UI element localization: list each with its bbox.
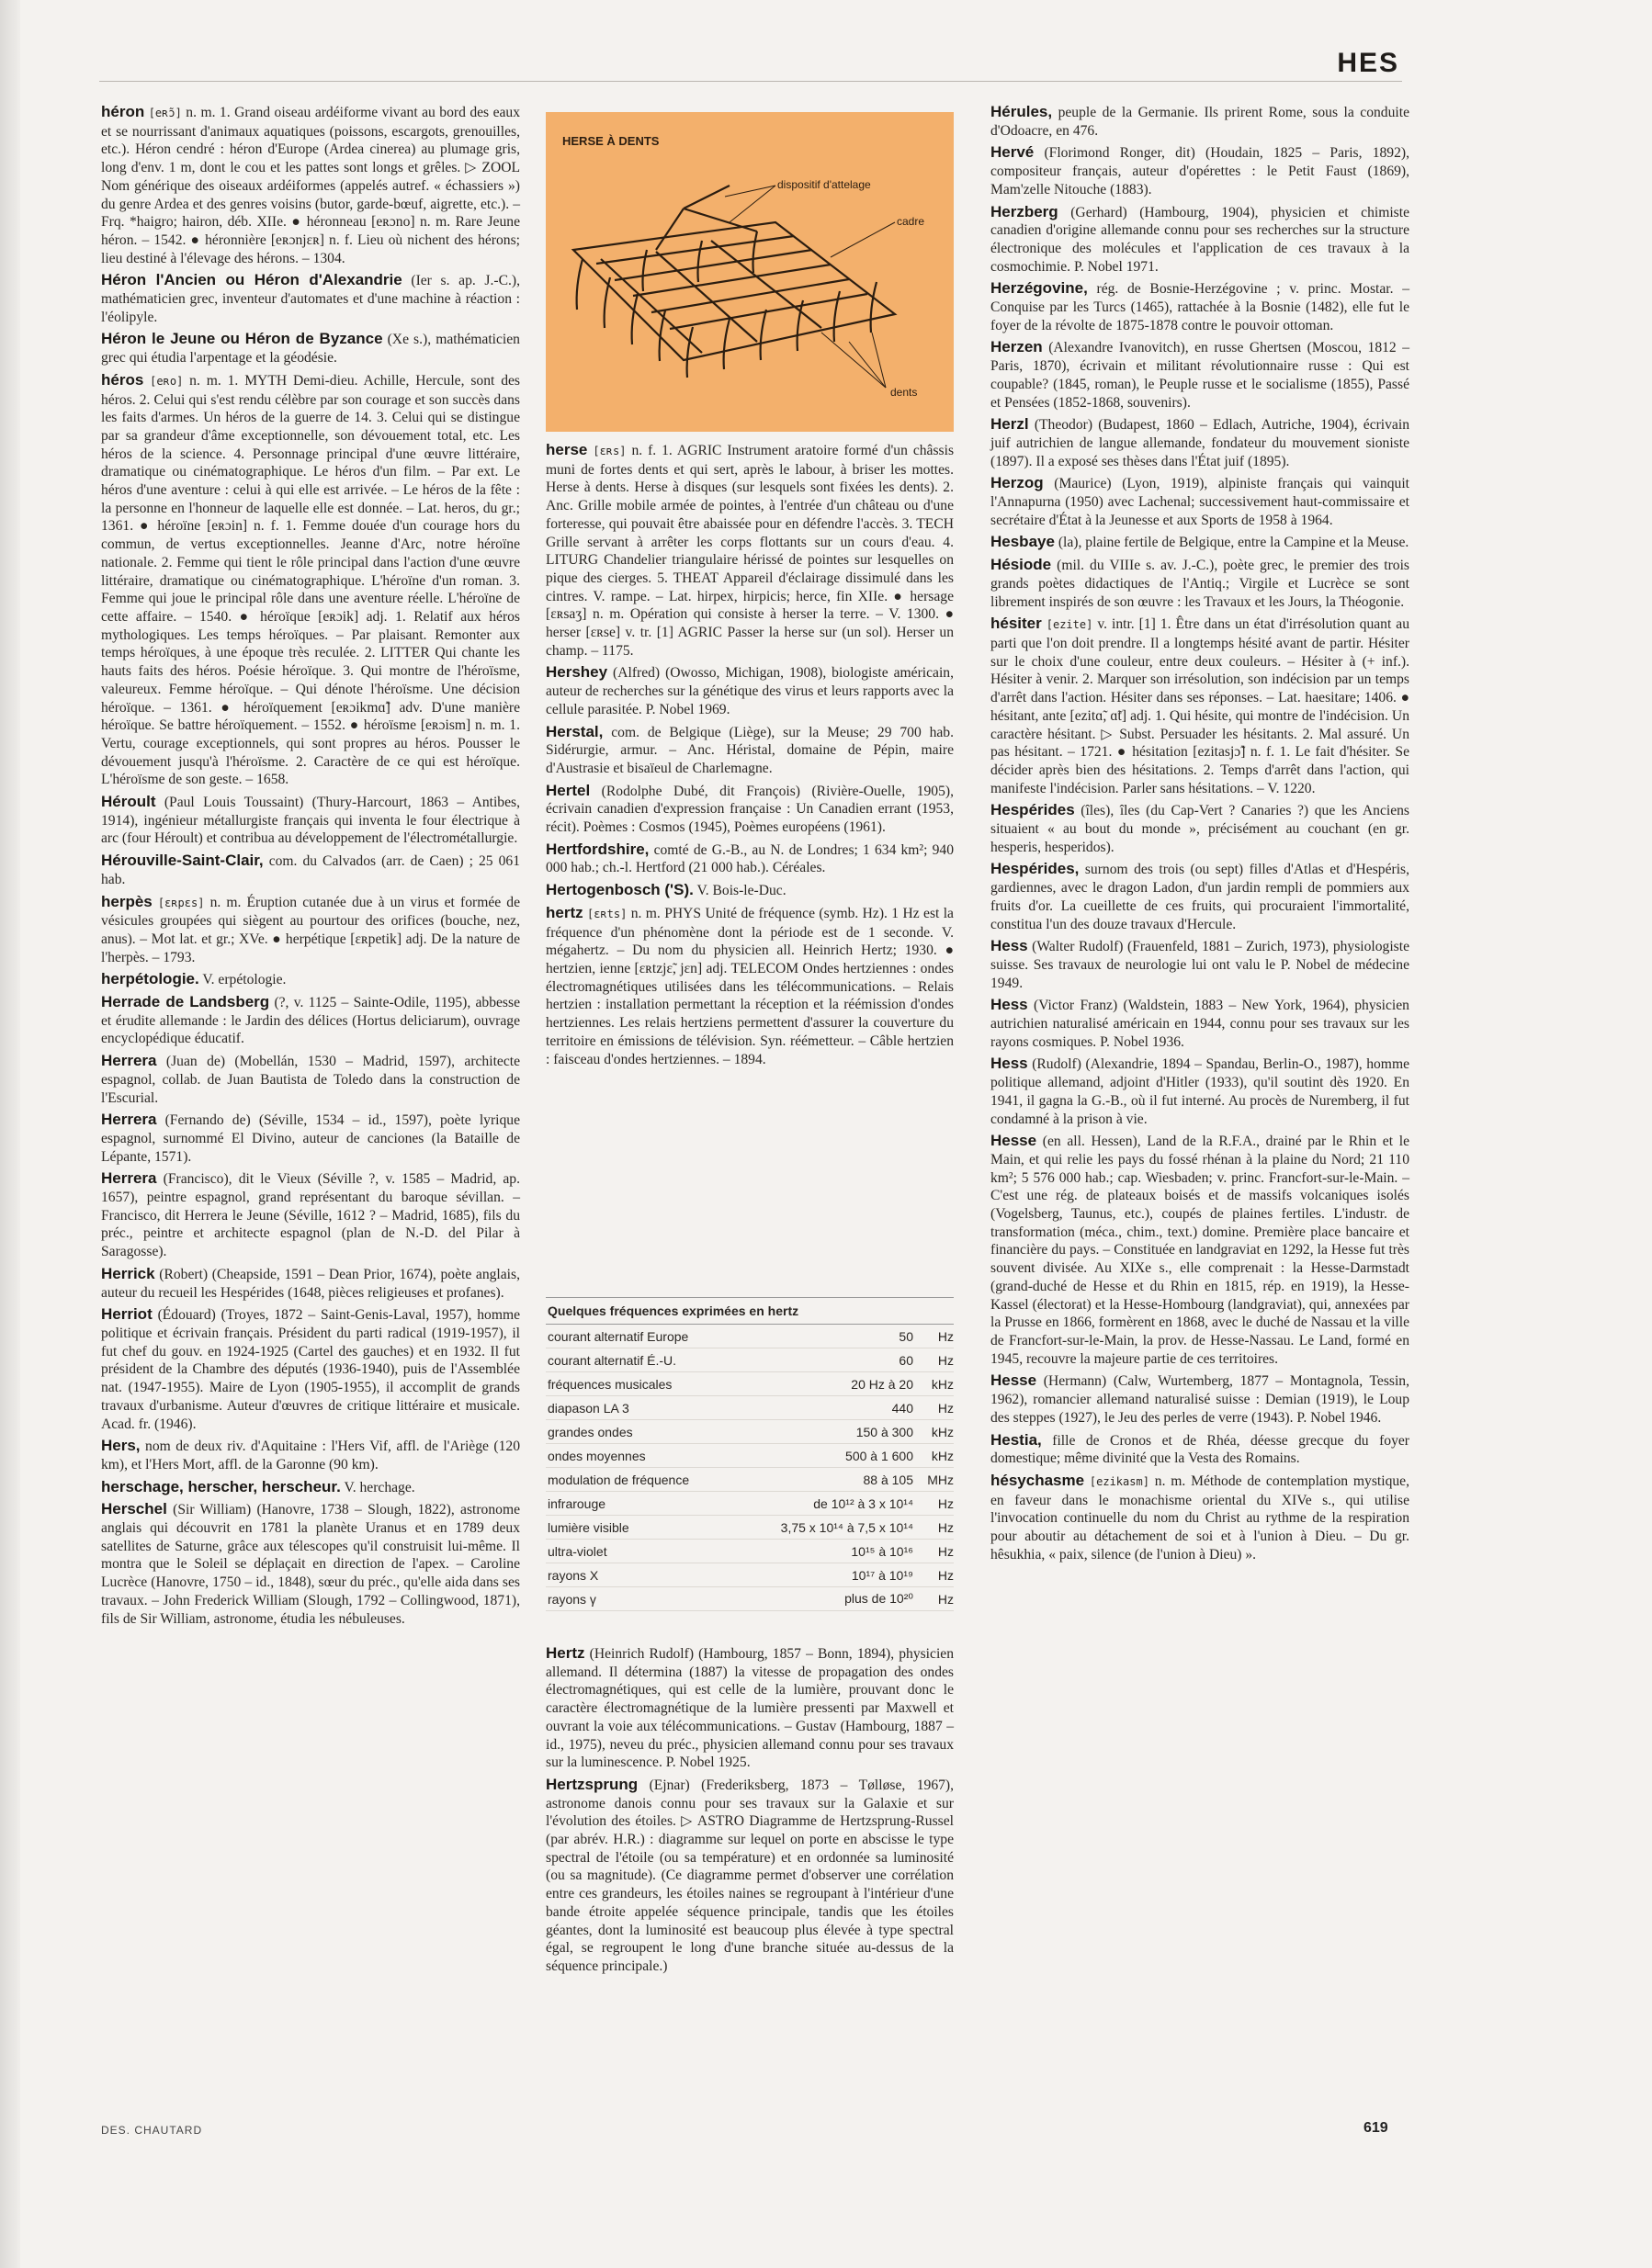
entry-headword: Herrade de Landsberg bbox=[101, 993, 270, 1011]
dictionary-entry bbox=[990, 338, 1409, 412]
page-number: 619 bbox=[1363, 2120, 1388, 2136]
frequency-value: 20 Hz à 20 bbox=[851, 1376, 913, 1392]
entry-headword: Hésiode bbox=[990, 556, 1052, 574]
dictionary-entry bbox=[101, 371, 520, 789]
entry-definition: surnom des trois (ou sept) filles d'Atlas et d'Hespéris, gardiennes, avec le dragon Ladon, d'un jardin rempli de pommiers aux fruits d'or. La cueillette de ces fruits, qui procuraient l'immortalité, constitua l'un des douze travaux d'Hercule. bbox=[990, 862, 1409, 932]
frequency-row bbox=[546, 1468, 954, 1492]
dictionary-entry bbox=[101, 993, 520, 1048]
frequency-row bbox=[546, 1516, 954, 1540]
dictionary-entry bbox=[101, 1478, 520, 1497]
entry-definition: (mil. du VIIIe s. av. J.-C.), poète grec, le premier des trois grands poètes didactiques de l'Antiq.; Virgile et Lucrèce se sont librement inspirés de son œuvre : les Travaux et les Jours, la Théogonie. bbox=[990, 558, 1409, 610]
frequency-unit: Hz bbox=[937, 1567, 954, 1583]
entry-definition: (Francisco), dit le Vieux (Séville ?, v. 1585 – Madrid, ap. 1657), peintre espagnol, grand représentant du baroque sévillan. – Francisco, dit Herrera le Jeune (Séville, 1612 ? – Madrid, 1685), fils du préc., peintre et architecte espagnol (plan de N.-D. del Pilar à Saragosse). bbox=[101, 1171, 520, 1260]
frequency-row bbox=[546, 1372, 954, 1396]
running-head: HES bbox=[1337, 48, 1399, 78]
entry-headword: Hérouville-Saint-Clair, bbox=[101, 852, 264, 870]
entry-headword: Hess bbox=[990, 1055, 1028, 1073]
entry-definition: (Walter Rudolf) (Frauenfeld, 1881 – Zurich, 1973), physiologiste suisse. Ses travaux de neurologie lui ont valu le P. Nobel de médecine 1949. bbox=[990, 939, 1409, 991]
frequency-unit: Hz bbox=[937, 1543, 954, 1559]
entry-headword: Hesbaye bbox=[990, 533, 1055, 551]
dictionary-entry bbox=[990, 937, 1409, 992]
dictionary-entry bbox=[990, 556, 1409, 611]
entry-definition: V. Bois-le-Duc. bbox=[696, 883, 786, 899]
dictionary-entry bbox=[101, 271, 520, 326]
dictionary-entry bbox=[546, 841, 954, 877]
entry-headword: Hespérides, bbox=[990, 860, 1080, 878]
frequency-name: fréquences musicales bbox=[548, 1376, 673, 1392]
entry-definition: (Theodor) (Budapest, 1860 – Edlach, Autriche, 1904), écrivain juif autrichien de langue allemande, fondateur du mouvement sioniste (1897). Il a exposé ses thèses dans l'État juif (1895). bbox=[990, 417, 1409, 469]
column-2-bottom bbox=[546, 1644, 954, 1980]
frequency-row bbox=[546, 1492, 954, 1516]
entry-definition: n. m. PHYS Unité de fréquence (symb. Hz). 1 Hz est la fréquence d'un phénomène dont la période est de 1 seconde. V. mégahertz. – Du nom du physicien all. Heinrich Hertz; 1930. ● hertzien, ienne [ɛʀtzjɛ̃, jɛn] adj. TELECOM Ondes hertziennes : ondes électromagnétiques utilisées dans les télécommunications. – Relais hertzien : installation permettant la réception et la réémission d'ondes hertziennes. Les relais hertziens permettent d'assurer la couverture du territoire en émissions de télévision. Syn. réémetteur. – Câble hertzien : faisceau d'ondes hertziennes. – 1894. bbox=[546, 905, 954, 1067]
entry-headword: Hesse bbox=[990, 1132, 1037, 1150]
entry-headword: hésychasme bbox=[990, 1471, 1085, 1489]
entry-headword: Herrera bbox=[101, 1052, 157, 1070]
entry-headword: hertz bbox=[546, 903, 583, 921]
frequency-name: ultra-violet bbox=[548, 1543, 607, 1559]
entry-definition: (Rodolphe Dubé, dit François) (Rivière-Ouelle, 1905), écrivain canadien d'expression française : Un Canadien errant (1953, récit). Poèmes : Cosmos (1945), Poèmes européens (1961). bbox=[546, 783, 954, 836]
entry-headword: Hertz bbox=[546, 1644, 585, 1662]
dictionary-entry bbox=[546, 1644, 954, 1772]
dictionary-entry bbox=[990, 103, 1409, 140]
dictionary-entry bbox=[990, 143, 1409, 198]
entry-definition: V. herchage. bbox=[344, 1479, 415, 1495]
dictionary-entry bbox=[990, 1055, 1409, 1128]
entry-headword: Héron le Jeune ou Héron de Byzance bbox=[101, 330, 383, 348]
frequency-row bbox=[546, 1444, 954, 1468]
frequency-value: 440 bbox=[891, 1400, 913, 1416]
frequency-name: diapason LA 3 bbox=[548, 1400, 629, 1416]
entry-definition: (Ejnar) (Frederiksberg, 1873 – Tølløse, 1967), astronome danois connu pour ses travaux sur la Galaxie et sur l'évolution des étoiles. ▷ ASTRO Diagramme de Hertzsprung-Russel (par abrév. H.R.) : diagramme sur lequel on porte en abscisse le type spectral de l'étoile (ou sa température) et en ordonnée sa luminosité (ou sa magnitude). (Ce diagramme permet d'observer une corrélation entre ces grandeurs, les étoiles naines se regroupant à l'intérieur d'une bande étroite appelée séquence principale, tandis que les étoiles géantes, dont la luminosité est beaucoup plus élevée à type spectral égal, se regroupent le long d'une branche située au-dessus de la séquence principale.) bbox=[546, 1777, 954, 1974]
entry-definition: (Xe s.), mathématicien grec qui étudia l'arpentage et la géodésie. bbox=[101, 332, 520, 367]
frequency-value: 88 à 105 bbox=[863, 1472, 913, 1487]
frequency-name: infrarouge bbox=[548, 1495, 606, 1511]
entry-definition: (Hermann) (Calw, Wurtemberg, 1877 – Montagnola, Tessin, 1962), romancier allemand naturalisé suisse : Demian (1919), le Loup des steppes (1927), le Jeu des perles de verre (1943). P. Nobel 1946. bbox=[990, 1373, 1410, 1426]
frequency-value: 150 à 300 bbox=[855, 1424, 913, 1439]
entry-headword: Hers, bbox=[101, 1437, 141, 1455]
entry-definition: (îles), îles (du Cap-Vert ? Canaries ?) que les Anciens situaient « au bout du monde », précisément au couchant (en gr. hesperis, hesperidos). bbox=[990, 803, 1409, 855]
frequency-table bbox=[546, 1297, 954, 1611]
frequency-value: 500 à 1 600 bbox=[845, 1448, 913, 1463]
entry-headword: Hérules, bbox=[990, 103, 1053, 120]
frequency-value: 3,75 x 10¹⁴ à 7,5 x 10¹⁴ bbox=[780, 1519, 913, 1535]
dictionary-entry bbox=[990, 279, 1409, 334]
entry-headword: herschage, herscher, herscheur. bbox=[101, 1477, 341, 1495]
entry-definition: (?, v. 1125 – Sainte-Odile, 1195), abbesse et érudite allemande : le Jardin des délices (Hortus deliciarum), ouvrage encyclopédique éducatif. bbox=[101, 995, 520, 1047]
entry-headword: Héron l'Ancien ou Héron d'Alexandrie bbox=[101, 271, 402, 289]
frequency-value: 10¹⁵ à 10¹⁶ bbox=[851, 1543, 913, 1559]
entry-headword: Hess bbox=[990, 937, 1028, 955]
entry-definition: (Heinrich Rudolf) (Hambourg, 1857 – Bonn, 1894), physicien allemand. Il détermina (1887) la vitesse de propagation des ondes électromagnétiques, qui est celle de la lumière, prouvant donc le caractère électromagnétique de la lumière pressenti par Maxwell et ouvrant la voie aux télécommunications. – Gustav (Hambourg, 1887 – id., 1975), neveu du préc., physicien allemand connu pour ses travaux sur la luminescence. P. Nobel 1925. bbox=[546, 1646, 954, 1771]
frequency-row bbox=[546, 1540, 954, 1563]
frequency-row bbox=[546, 1348, 954, 1372]
entry-definition: n. m. Éruption cutanée due à un virus et formée de vésicules groupées qui siègent au pourtour des orifices (bouche, nez, anus). – Mot lat. et gr.; XVe. ● herpétique [ɛʀpetik] adj. De la nature de l'herpès. – 1793. bbox=[101, 894, 520, 965]
frequency-row bbox=[546, 1563, 954, 1587]
frequency-unit: Hz bbox=[937, 1495, 954, 1511]
dictionary-entry bbox=[990, 615, 1409, 797]
entry-phonetic: [ɛʀs] bbox=[593, 445, 627, 457]
dictionary-entry bbox=[990, 1472, 1409, 1564]
frequency-value: 10¹⁷ à 10¹⁹ bbox=[851, 1567, 913, 1583]
dictionary-entry bbox=[101, 1169, 520, 1261]
dictionary-entry bbox=[990, 533, 1409, 552]
entry-phonetic: [ezikasm] bbox=[1089, 1474, 1149, 1488]
entry-headword: Hertogenbosch ('S). bbox=[546, 881, 694, 899]
entry-definition: (Florimond Ronger, dit) (Houdain, 1825 – Paris, 1892), compositeur français, auteur d'opérettes : le Petit Faust (1869), Mam'zelle Nitouche (1883). bbox=[990, 145, 1409, 197]
entry-headword: herpès bbox=[101, 892, 153, 910]
entry-headword: herpétologie. bbox=[101, 970, 199, 988]
frequency-name: grandes ondes bbox=[548, 1424, 633, 1439]
entry-definition: (Paul Louis Toussaint) (Thury-Harcourt, 1863 – Antibes, 1914), ingénieur métallurgiste français qui inventa le four électrique à arc (four Héroult) et contribua au développement de l'électrométallurgie. bbox=[101, 795, 520, 847]
label-dispositif: dispositif d'attelage bbox=[777, 178, 871, 191]
entry-definition: n. m. 1. MYTH Demi-dieu. Achille, Hercule, sont des héros. 2. Celui qui s'est rendu célèbre par son courage et son succès dans les faits d'armes. Un héros de la guerre de 14. 3. Celui qui se distingue par sa grandeur d'âme exceptionnelle, son dévouement total, etc. Les héros de la science. 4. Personnage principal d'une œuvre littéraire, dramatique ou cinématographique. Le héros d'un film. – Par ext. Le héros d'une aventure : celui à qui elle est arrivée. – Le héros de la fête : la personne en l'honneur de laquelle elle est donnée. – Lat. heros, du gr.; 1361. ● héroïne [eʀɔin] n. f. 1. Femme douée d'un courage hors du commun, de vertus exceptionnelles. Jeanne d'Arc, notre héroïne nationale. 2. Femme qui tient le rôle principal dans l'action d'une œuvre littéraire, dramatique ou cinématographique. L'héroïne d'un roman. 3. Femme qui joue le principal rôle dans une aventure réelle. L'héroïne de cette affaire. – 1540. ● héroïque [eʀɔik] adj. 1. Relatif aux héros mythologiques. Les temps héroïques. – Par plaisant. Remonter aux temps héroïques, à une époque très reculée. 2. LITTER Qui chante les hauts faits des héros. Poésie héroïque. 3. Qui montre de l'héroïsme, valeureux. Femme héroïque. – Qui dénote l'héroïsme. Une décision héroïque. – 1361. ● héroïquement [eʀɔikmɑ̃] adv. D'une manière héroïque. Se battre héroïquement. – 1552. ● héroïsme [eʀɔism] n. m. 1. Vertu, courage exceptionnels, qui sont propres au héros. Pousser le dévouement jusqu'à l'héroïsme. 2. Caractère de ce qui est héroïque. L'héroïsme de son geste. – 1658. bbox=[101, 372, 520, 788]
entry-phonetic: [ɛʀpɛs] bbox=[157, 896, 205, 909]
entry-definition: n. m. 1. Grand oiseau ardéiforme vivant au bord des eaux et se nourrissant d'animaux aquatiques (poissons, escargots, grenouilles, etc.). Héron cendré : héron d'Europe (Ardea cinerea) au plumage gris, long d'env. 1 m, dont le cou et les pattes sont longs et grêles. ▷ ZOOL Nom générique des oiseaux ardéiformes (appelés autref. « échassiers ») du genre Ardea et des genres voisins (butor, garde-bœuf, aigrette, etc.). – Frq. *haigro; hairon, déb. XIIe. ● héronneau [eʀɔno] n. m. Rare Jeune héron. – 1542. ● héronnière [eʀɔnjɛʀ] n. f. Lieu où nichent des hérons; lieu destiné à l'élevage des hérons. – 1304. bbox=[101, 105, 521, 266]
entry-headword: Hestia, bbox=[990, 1430, 1042, 1449]
entry-definition: (Sir William) (Hanovre, 1738 – Slough, 1822), astronome anglais qui découvrit en 1781 la planète Uranus et en 1789 deux satellites de Saturne, grâce aux télescopes qu'il construisit lui-même. Il montra que le Soleil se déplaçait en direction de l'apex. – Caroline Lucrèce (Hanovre, 1750 – id., 1848), sœur du préc., qu'elle aida dans ses travaux. – John Frederick William (Slough, 1792 – Collingwood, 1871), fils de Sir William, astronome, étudia les nébuleuses. bbox=[101, 1502, 520, 1627]
entry-headword: héron bbox=[101, 103, 145, 120]
dictionary-entry bbox=[990, 1132, 1409, 1368]
frequency-row bbox=[546, 1420, 954, 1444]
entry-definition: (Maurice) (Lyon, 1919), alpiniste français qui vainquit l'Annapurna (1950) avec Lachenal; successivement haut-commissaire et secrétaire d'État à la Jeunesse et aux Sports de 1958 à 1964. bbox=[990, 476, 1409, 528]
harrow-drawing bbox=[546, 112, 954, 432]
dictionary-entry bbox=[990, 1371, 1409, 1427]
frequency-name: rayons γ bbox=[548, 1591, 596, 1607]
frequency-unit: Hz bbox=[937, 1591, 954, 1607]
dictionary-entry bbox=[990, 860, 1409, 933]
entry-headword: Hershey bbox=[546, 663, 608, 682]
label-cadre: cadre bbox=[897, 215, 925, 228]
entry-headword: Herrera bbox=[101, 1169, 157, 1188]
entry-definition: (Fernando de) (Séville, 1534 – id., 1597), poète lyrique espagnol, surnommé El Divino, auteur de canciones (la Bataille de Lépante, 1571). bbox=[101, 1112, 520, 1165]
dictionary-entry bbox=[990, 203, 1409, 276]
page-edge bbox=[0, 0, 20, 2268]
dictionary-entry bbox=[101, 1111, 520, 1166]
dictionary-entry bbox=[990, 474, 1409, 529]
entry-definition: rég. de Bosnie-Herzégovine ; v. princ. Mostar. – Conquise par les Turcs (1465), rattachée à la Bosnie (1482), elle fut le foyer de la révolte de 1875-1878 contre le pouvoir ottoman. bbox=[990, 281, 1410, 333]
entry-headword: Herschel bbox=[101, 1500, 167, 1518]
dictionary-entry bbox=[990, 996, 1409, 1051]
entry-definition: (la), plaine fertile de Belgique, entre la Campine et la Meuse. bbox=[1058, 535, 1409, 551]
dictionary-entry bbox=[546, 663, 954, 718]
frequency-unit: kHz bbox=[931, 1448, 954, 1463]
entry-definition: (en all. Hessen), Land de la R.F.A., drainé par le Rhin et le Main, et qui relie les pays du fossé rhénan à la plaine du Nord; 21 110 km²; 5 576 000 hab.; cap. Wiesbaden; v. princ. Francfort-sur-le-Main. – C'est une rég. de plateaux boisés et de massifs volcaniques isolés (Vogelsberg, Taunus, etc.), coupés de plaines fertiles. L'industr. de transformation (méca., chim., text.) domine. Première place bancaire et financière du pays. – Constituée en landgraviat en 1292, la Hesse fut très souvent divisée. Au XIXe s., elle comprenait : la Hesse-Darmstadt (grand-duché de Hesse et du Rhin en 1815, rép. en 1919), la Hesse-Kassel (électorat) et la Hesse-Hombourg (landgraviat), qui, annexées par la Prusse en 1866, formèrent en 1868, avec le duché de Nassau et la ville de Francfort-sur-le-Main, la prov. de Hesse-Nassau. Le Land, formé en 1945, recouvre la majeure partie de ces territoires. bbox=[990, 1134, 1409, 1367]
dictionary-entry bbox=[546, 1776, 954, 1976]
harrow-illustration bbox=[546, 112, 954, 432]
dictionary-entry bbox=[101, 1052, 520, 1107]
frequency-unit: Hz bbox=[937, 1400, 954, 1416]
frequency-value: plus de 10²⁰ bbox=[844, 1591, 913, 1606]
dictionary-entry bbox=[101, 852, 520, 888]
frequency-name: rayons X bbox=[548, 1567, 599, 1583]
entry-definition: (Ier s. ap. J.-C.), mathématicien grec, inventeur d'automates et d'une machine à réaction : l'éolipyle. bbox=[101, 273, 520, 325]
entry-headword: Hertzsprung bbox=[546, 1775, 639, 1793]
entry-definition: (Robert) (Cheapside, 1591 – Dean Prior, 1674), poète anglais, auteur du recueil les Hespérides (1648, pièces religieuses et profanes). bbox=[101, 1266, 520, 1301]
frequency-unit: Hz bbox=[937, 1352, 954, 1368]
frequency-unit: MHz bbox=[927, 1472, 954, 1487]
entry-headword: Herzégovine, bbox=[990, 279, 1088, 298]
entry-definition: (Gerhard) (Hambourg, 1904), physicien et chimiste canadien d'origine allemande connu pour ses recherches sur la structure électronique des molécules et l'application de ces travaux à la cosmochimie. P. Nobel 1971. bbox=[990, 204, 1410, 275]
frequency-name: courant alternatif É.-U. bbox=[548, 1352, 677, 1368]
entry-phonetic: [ezite] bbox=[1046, 618, 1093, 632]
figure-title: HERSE À DENTS bbox=[562, 134, 660, 148]
dictionary-entry bbox=[546, 782, 954, 837]
column-3 bbox=[990, 103, 1409, 1567]
entry-phonetic: [eʀo] bbox=[150, 374, 184, 388]
entry-headword: hésiter bbox=[990, 615, 1042, 633]
dictionary-entry bbox=[990, 415, 1409, 470]
frequency-unit: kHz bbox=[931, 1424, 954, 1439]
dictionary-entry bbox=[101, 893, 520, 967]
dictionary-entry bbox=[101, 1500, 520, 1628]
column-1 bbox=[101, 103, 520, 1631]
dictionary-entry bbox=[101, 793, 520, 848]
illustration-credit: DES. CHAUTARD bbox=[101, 2124, 203, 2137]
entry-definition: com. du Calvados (arr. de Caen) ; 25 061 hab. bbox=[101, 853, 520, 887]
entry-headword: Hess bbox=[990, 996, 1028, 1014]
entry-definition: n. m. Méthode de contemplation mystique, en faveur dans le monachisme oriental du XIVe s., qui utilise l'invocation continuelle du nom du Christ au rythme de la respiration pour aboutir au détachement de soi et à l'union à Dieu. – Du gr. hêsukhia, « paix, silence (de l'union à Dieu) ». bbox=[990, 1473, 1409, 1563]
dictionary-entry bbox=[101, 1437, 520, 1473]
frequency-row bbox=[546, 1587, 954, 1611]
entry-definition: (Alfred) (Owosso, Michigan, 1908), biologiste américain, auteur de recherches sur la génétique des virus et leurs rapports avec la cellule parasitée. P. Nobel 1969. bbox=[546, 665, 954, 717]
frequency-value: 50 bbox=[899, 1328, 913, 1344]
entry-headword: Hertel bbox=[546, 781, 591, 799]
header-rule bbox=[99, 81, 1402, 82]
entry-headword: Herzl bbox=[990, 415, 1029, 434]
entry-definition: peuple de la Germanie. Ils prirent Rome, sous la conduite d'Odoacre, en 476. bbox=[990, 105, 1409, 139]
entry-headword: Hespérides bbox=[990, 801, 1075, 819]
frequency-unit: kHz bbox=[931, 1376, 954, 1392]
entry-headword: Herrick bbox=[101, 1264, 155, 1282]
frequency-row bbox=[546, 1325, 954, 1348]
entry-definition: nom de deux riv. d'Aquitaine : l'Hers Vif, affl. de l'Ariège (120 km), et l'Hers Mort, affl. de la Garonne (90 km). bbox=[101, 1439, 521, 1473]
entry-definition: V. erpétologie. bbox=[202, 972, 287, 988]
frequency-row bbox=[546, 1396, 954, 1420]
entry-headword: héros bbox=[101, 370, 144, 389]
entry-headword: Héroult bbox=[101, 793, 156, 811]
entry-definition: (Juan de) (Mobellán, 1530 – Madrid, 1597), architecte espagnol, collab. de Juan Bautista de Toledo dans la construction de l'Escurial. bbox=[101, 1054, 520, 1106]
entry-phonetic: [eʀɔ̃] bbox=[148, 107, 182, 119]
frequency-name: lumière visible bbox=[548, 1519, 629, 1535]
frequency-unit: Hz bbox=[937, 1328, 954, 1344]
entry-phonetic: [ɛʀts] bbox=[587, 907, 628, 920]
entry-headword: Herstal, bbox=[546, 722, 604, 740]
frequency-value: de 10¹² à 3 x 10¹⁴ bbox=[813, 1495, 913, 1511]
dictionary-entry bbox=[101, 1305, 520, 1433]
entry-definition: v. intr. [1] 1. Être dans un état d'irrésolution quant au parti que l'on doit prendre. Il a longtemps hésité avant de partir. Hésiter sur le choix d'une couleur, entre deux couleurs. – Hésiter à (+ inf.). Hésiter à venir. 2. Marquer son irrésolution, son indécision par un temps d'arrêt dans l'action. Hésiter dans ses réponses. – Lat. haesitare; 1406. ● hésitant, ante [ezitɑ̃, ɑ̃t] adj. 1. Qui hésite, qui montre de l'indécision. Un caractère hésitant. ▷ Subst. Persuader les hésitants. 2. Mal assuré. Un pas hésitant. – 1721. ● hésitation [ezitasjɔ̃] n. f. 1. Le fait d'hésiter. Se décider après bien des hésitations. 2. Temps d'arrêt dans l'action, qui manifeste l'indécision. Parler sans hésitations. – V. 1220. bbox=[990, 616, 1409, 796]
frequency-table-title: Quelques fréquences exprimées en hertz bbox=[546, 1297, 954, 1325]
dictionary-entry bbox=[546, 881, 954, 900]
entry-definition: fille de Cronos et de Rhéa, déesse grecque du foyer domestique; même divinité que la Vesta des Romains. bbox=[990, 1432, 1409, 1467]
dictionary-entry bbox=[101, 1265, 520, 1302]
entry-definition: (Rudolf) (Alexandrie, 1894 – Spandau, Berlin-O., 1987), homme politique allemand, adjoint d'Hitler (1933), qu'il soutint dès 1920. En 1941, il gagna la G.-B., où il fut interné. Au procès de Nuremberg, il fut condamné à la prison à vie. bbox=[990, 1056, 1409, 1127]
dictionary-entry bbox=[990, 1431, 1409, 1468]
dictionary-entry bbox=[546, 904, 954, 1068]
entry-headword: herse bbox=[546, 441, 588, 458]
entry-headword: Hertfordshire, bbox=[546, 840, 650, 858]
dictionary-entry bbox=[546, 723, 954, 778]
entry-headword: Herzberg bbox=[990, 202, 1058, 220]
frequency-name: modulation de fréquence bbox=[548, 1472, 690, 1487]
entry-definition: com. de Belgique (Liège), sur la Meuse; 29 700 hab. Sidérurgie, armur. – Anc. Héristal, domaine de Pépin, maire d'Austrasie et bisaïeul de Charlemagne. bbox=[546, 724, 955, 776]
column-2-top bbox=[546, 441, 954, 1072]
entry-definition: comté de G.-B., au N. de Londres; 1 634 km²; 940 000 hab.; ch.-l. Hertford (21 000 hab.). Céréales. bbox=[546, 841, 954, 876]
label-dents: dents bbox=[890, 386, 918, 399]
entry-headword: Hesse bbox=[990, 1371, 1037, 1390]
frequency-unit: Hz bbox=[937, 1519, 954, 1535]
dictionary-entry bbox=[101, 330, 520, 367]
entry-headword: Herrera bbox=[101, 1111, 157, 1129]
frequency-value: 60 bbox=[899, 1352, 913, 1368]
entry-definition: n. f. 1. AGRIC Instrument aratoire formé d'un châssis muni de fortes dents et qui sert, après le labour, à briser les mottes. Herse à dents. Herse à disques (sur lesquels sont fixées les dents). 2. Anc. Grille mobile armée de pointes, à l'entrée d'un château ou d'une forteresse, qui pouvait être abaissée pour en défendre l'accès. 3. TECH Grille servant à arrêter les corps flottants sur un cours d'eau. 4. LITURG Chandelier triangulaire hérissé de pointes sur lesquelles on pique des cierges. 5. THEAT Appareil d'éclairage dissimulé dans les cintres. V. rampe. – Lat. hirpex, hirpicis; herce, fin XIIe. ● hersage [ɛʀsaʒ] n. m. Opération qui consiste à herser la terre. – V. 1300. ● herser [ɛʀse] v. tr. [1] AGRIC Passer la herse sur (un sol). Herser un champ. – 1175. bbox=[546, 443, 955, 659]
entry-headword: Herriot bbox=[101, 1305, 153, 1324]
frequency-name: ondes moyennes bbox=[548, 1448, 646, 1463]
entry-definition: (Édouard) (Troyes, 1872 – Saint-Genis-Laval, 1957), homme politique et écrivain français. Président du parti radical (1919-1957), il fut chef du gouv. en 1924-1925 (Cartel des gauches) et en 1932. Il fut président de la Chambre des députés (1936-1940), puis de l'Assemblée nat. (1947-1955). Maire de Lyon (1905-1955), il accomplit de grands travaux d'urbanisme. Auteur d'œuvres de critique littéraire et musicale. Acad. fr. (1946). bbox=[101, 1307, 521, 1432]
entry-headword: Herzen bbox=[990, 338, 1043, 356]
dictionary-entry bbox=[101, 970, 520, 989]
frequency-name: courant alternatif Europe bbox=[548, 1328, 689, 1344]
entry-headword: Hervé bbox=[990, 143, 1035, 162]
dictionary-entry bbox=[546, 441, 954, 660]
entry-headword: Herzog bbox=[990, 474, 1044, 492]
dictionary-entry bbox=[990, 801, 1409, 856]
dictionary-entry bbox=[101, 103, 520, 267]
entry-definition: (Alexandre Ivanovitch), en russe Ghertsen (Moscou, 1812 – Paris, 1870), écrivain et militant révolutionnaire russe : Qui est coupable? (1845, roman), le Peuple russe et le socialisme (1855), Passé et Pensées (1852-1868, souvenirs). bbox=[990, 340, 1410, 411]
entry-definition: (Victor Franz) (Waldstein, 1883 – New York, 1964), physicien autrichien naturalisé américain en 1944, connu pour ses travaux sur les rayons cosmiques. P. Nobel 1936. bbox=[990, 998, 1409, 1050]
